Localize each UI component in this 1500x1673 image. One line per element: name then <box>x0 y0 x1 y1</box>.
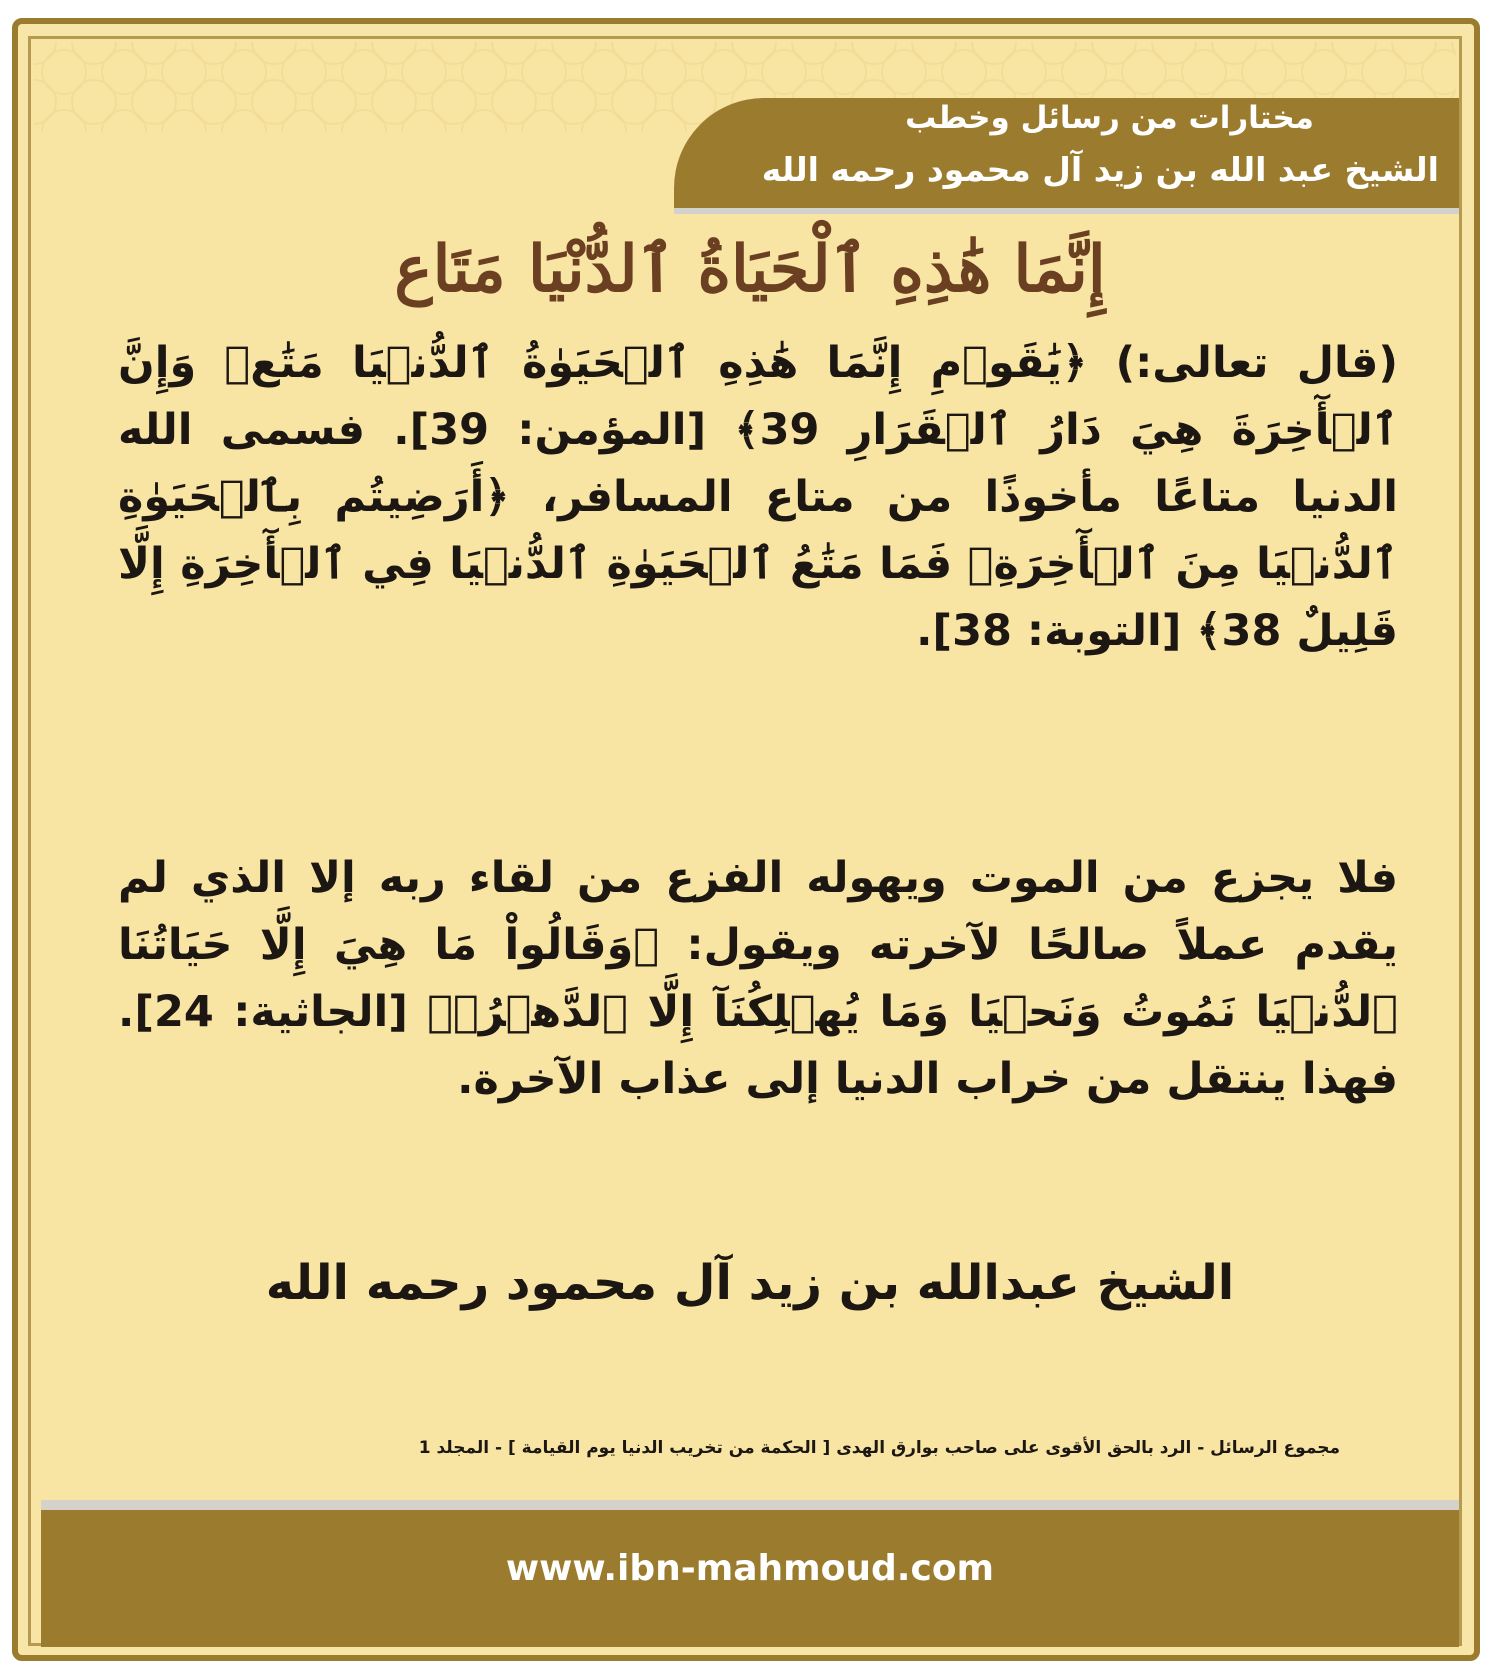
source-citation: مجموع الرسائل - الرد بالحق الأقوى على صاحب بوارق الهدى [ الحكمة من تخريب الدنيا يوم القيامة ] - المجلد 1 <box>418 1438 1340 1458</box>
paragraph-2: فلا يجزع من الموت ويهوله الفزع من لقاء ربه إلا الذي لم يقدم عملاً صالحًا لآخرته ويقول: ﴿وَقَالُواْ مَا هِيَ إِلَّا حَيَاتُنَا ٱلدُّنۡيَا نَمُوتُ وَنَحۡيَا وَمَا يُهۡلِكُنَآ إِلَّا ٱلدَّهۡرُۚ﴾ [الجاثية: 24]. فهذا ينتقل من خراب الدنيا إلى عذاب الآخرة. <box>118 853 1398 1104</box>
page-title: إِنَّمَا هَٰذِهِ ٱلْحَيَاةُ ٱلدُّنْيَا مَتَاع <box>394 232 1106 307</box>
paragraph-1: (قال تعالى:) ﴿يَٰقَوۡمِ إِنَّمَا هَٰذِهِ ٱلۡحَيَوٰةُ ٱلدُّنۡيَا مَتَٰعٞ وَإِنَّ ٱلۡأٓخِرَةَ هِيَ دَارُ ٱلۡقَرَارِ 39﴾ [المؤمن: 39]. فسمى الله الدنيا متاعًا مأخوذًا من متاع المسافر، ﴿أَرَضِيتُم بِٱلۡحَيَوٰةِ ٱلدُّنۡيَا مِنَ ٱلۡأٓخِرَةِۚ فَمَا مَتَٰعُ ٱلۡحَيَوٰةِ ٱلدُّنۡيَا فِي ٱلۡأٓخِرَةِ إِلَّا قَلِيلٌ 38﴾ [التوبة: 38]. <box>118 338 1398 656</box>
header-author: الشيخ عبد الله بن زيد آل محمود رحمه الله <box>761 150 1439 189</box>
signature: الشيخ عبدالله بن زيد آل محمود رحمه الله <box>265 1255 1235 1311</box>
website-link[interactable]: www.ibn-mahmoud.com <box>505 1548 995 1589</box>
header-series-title: مختارات من رسائل وخطب <box>905 100 1314 136</box>
footer-separator <box>41 1500 1459 1510</box>
footer-band <box>41 1510 1459 1647</box>
header-band <box>674 98 1459 208</box>
